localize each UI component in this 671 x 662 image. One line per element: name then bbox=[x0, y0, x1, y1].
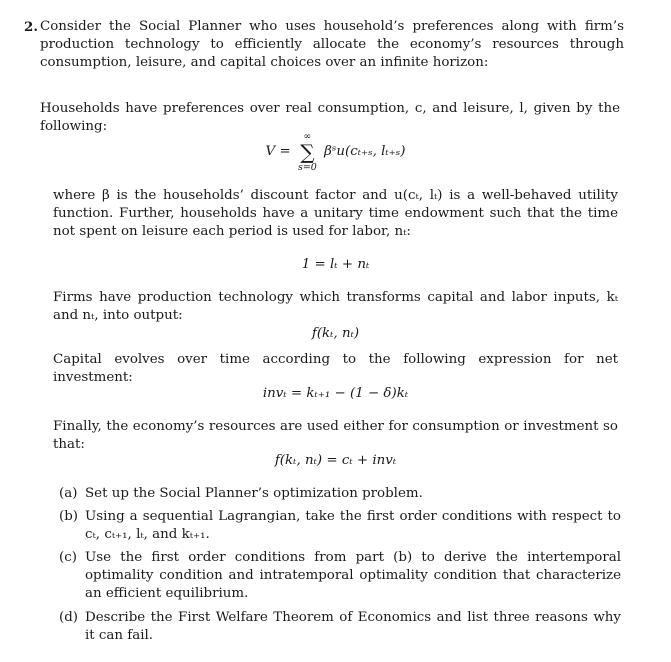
utility-lhs: V = bbox=[265, 144, 291, 159]
sum-symbol: ∑ bbox=[300, 139, 315, 164]
sum-upper-limit: ∞ bbox=[303, 130, 312, 142]
question-text: Consider the Social Planner who uses household’s preferences along with firm’s production technology to efficiently allocate the economy’s resources through consumption, leisure, and capital choices over an infinite horizon: bbox=[40, 19, 624, 70]
part-b bbox=[59, 508, 621, 544]
resource-constraint-equation: f(kₜ, nₜ) = cₜ + invₜ bbox=[274, 453, 397, 468]
part-a bbox=[59, 485, 621, 503]
question-header bbox=[24, 18, 624, 72]
part-a-label: (a) bbox=[59, 486, 78, 501]
part-c-text: Use the first order conditions from part (b) to derive the intertemporal optimality condition and intratemporal optimality condition that characterize an efficient equilibrium. bbox=[85, 550, 621, 601]
part-d bbox=[59, 609, 621, 645]
part-b-label: (b) bbox=[59, 509, 79, 524]
part-b-text: Using a sequential Lagrangian, take the first order conditions with respect to cₜ, cₜ₊₁, lₜ, and kₜ₊₁. bbox=[85, 509, 621, 542]
intro-paragraph: Households have preferences over real consumption, c, and leisure, l, given by the following: bbox=[40, 101, 620, 134]
utility-rhs: βˢu(cₜ₊ₛ, lₜ₊ₛ) bbox=[324, 144, 406, 159]
part-d-label: (d) bbox=[59, 610, 79, 625]
part-d-text: Describe the First Welfare Theorem of Economics and list three reasons why it can fail. bbox=[85, 610, 621, 643]
part-c bbox=[59, 549, 621, 603]
part-c-label: (c) bbox=[59, 550, 77, 565]
firms-paragraph: Firms have production technology which transforms capital and labor inputs, kₜ and nₜ, into output: bbox=[53, 290, 618, 323]
question-number: 2. bbox=[24, 19, 38, 35]
investment-equation: invₜ = kₜ₊₁ − (1 − δ)kₜ bbox=[262, 386, 409, 401]
part-a-text: Set up the Social Planner’s optimization problem. bbox=[85, 486, 423, 501]
summation bbox=[298, 131, 317, 173]
where-paragraph: where β is the households’ discount factor and u(cₜ, lₜ) is a well-behaved utility function. Further, households have a unitary time endowment such that the time not spent on leisure each period is used for labor, nₜ: bbox=[53, 188, 618, 239]
production-equation: f(kₜ, nₜ) bbox=[311, 326, 360, 341]
finally-paragraph: Finally, the economy’s resources are used either for consumption or investment so that: bbox=[53, 419, 618, 452]
capital-paragraph: Capital evolves over time according to the following expression for net investment: bbox=[53, 352, 618, 385]
utility-equation bbox=[0, 130, 671, 174]
time-constraint-equation: 1 = lₜ + nₜ bbox=[301, 257, 370, 272]
sum-lower-limit: s=0 bbox=[297, 161, 317, 173]
